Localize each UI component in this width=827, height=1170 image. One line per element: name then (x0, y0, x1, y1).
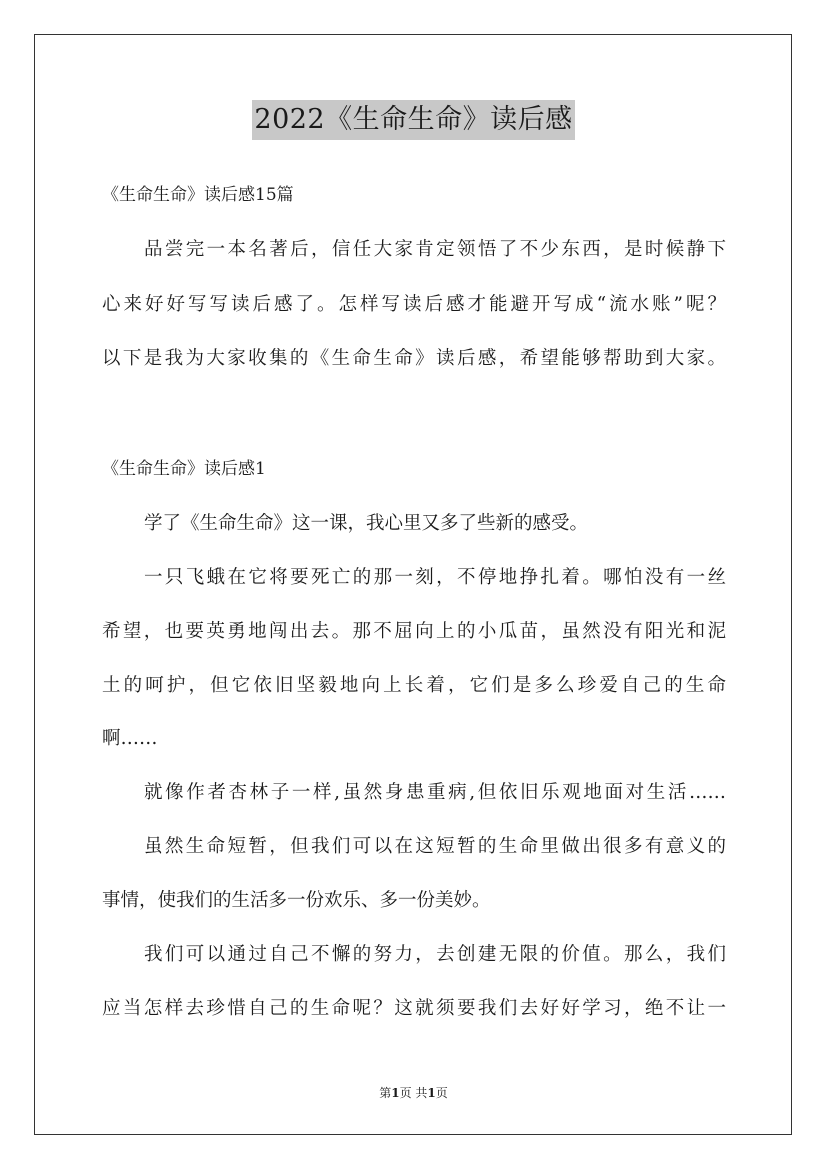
section-heading: 《生命生命》读后感1 (102, 459, 266, 479)
body-line-1: 学了《生命生命》这一课，我心里又多了些新的感受。 (144, 513, 589, 534)
footer-page-prefix: 第 (379, 1086, 392, 1100)
intro-line-3: 以下是我为大家收集的《生命生命》读后感，希望能够帮助到大家。 (102, 348, 726, 369)
body-line-3: 希望，也要英勇地闯出去。那不屈向上的小瓜苗，虽然没有阳光和泥 (102, 621, 726, 642)
body-line-9: 我们可以通过自己不懈的努力，去创建无限的价值。那么，我们 (144, 944, 726, 965)
body-line-7: 虽然生命短暂，但我们可以在这短暂的生命里做出很多有意义的 (144, 836, 726, 857)
footer-page-mid: 页 共 (399, 1086, 428, 1100)
body-line-2: 一只飞蛾在它将要死亡的那一刻，不停地挣扎着。哪怕没有一丝 (144, 567, 726, 588)
intro-line-2: 心来好好写写读后感了。怎样写读后感才能避开写成“流水账”呢？ (102, 294, 726, 315)
title-container (0, 100, 827, 140)
body-line-8: 事情，使我们的生活多一份欢乐、多一份美妙。 (102, 890, 491, 911)
page-footer (0, 1084, 827, 1101)
body-line-4: 土的呵护，但它依旧坚毅地向上长着，它们是多么珍爱自己的生命 (102, 675, 726, 696)
document-subtitle: 《生命生命》读后感15篇 (102, 185, 294, 205)
footer-page-current: 1 (391, 1086, 400, 1100)
body-line-6: 就像作者杏林子一样,虽然身患重病,但依旧乐观地面对生活…… (144, 782, 726, 803)
footer-page-suffix: 页 (435, 1086, 448, 1100)
body-line-10: 应当怎样去珍惜自己的生命呢？这就须要我们去好好学习，绝不让一 (102, 998, 726, 1019)
document-title: 2022《生命生命》读后感 (252, 100, 574, 140)
footer-page-total: 1 (427, 1086, 436, 1100)
body-line-5: 啊…… (102, 728, 158, 749)
intro-line-1: 品尝完一本名著后，信任大家肯定领悟了不少东西，是时候静下 (144, 239, 726, 260)
